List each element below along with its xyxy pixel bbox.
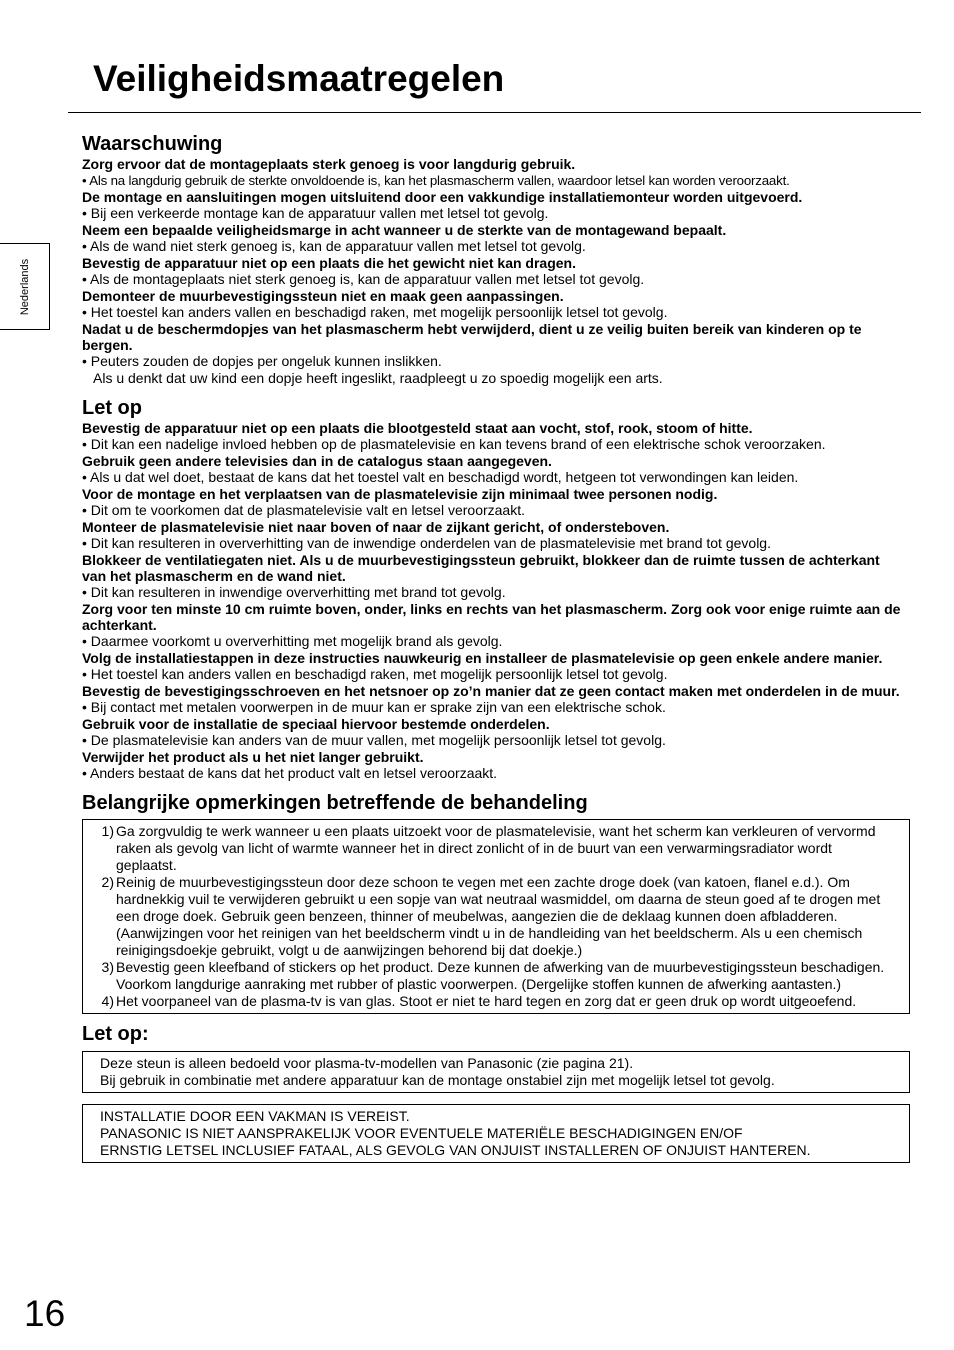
- caution-detail: • Dit kan resulteren in oververhitting van de inwendige onderdelen van de plasmatelevisie met brand tot gevolg.: [82, 535, 771, 551]
- page-content: [82, 132, 922, 1163]
- note-number: 2): [101, 874, 114, 890]
- warning-rule: Bevestig de apparatuur niet op een plaats die het gewicht niet kan dragen.: [82, 255, 576, 271]
- handling-section: [82, 791, 922, 1014]
- warning-rule: Neem een bepaalde veiligheidsmarge in acht wanneer u de sterkte van de montagewand bepaalt.: [82, 222, 727, 238]
- warning-detail: • Bij een verkeerde montage kan de apparatuur vallen met letsel tot gevolg.: [82, 205, 549, 221]
- warning-detail: • Als na langdurig gebruik de sterkte onvoldoende is, kan het plasmascherm vallen, waardoor letsel kan worden veroorzaakt.: [82, 173, 790, 188]
- caution-rule: Verwijder het product als u het niet langer gebruikt.: [82, 749, 424, 765]
- note-line: Bij gebruik in combinatie met andere apparatuur kan de montage onstabiel zijn met mogelijk letsel tot gevolg.: [100, 1072, 775, 1088]
- caution-detail: • Dit om te voorkomen dat de plasmatelevisie valt en letsel veroorzaakt.: [82, 502, 526, 518]
- caution-rule: Blokkeer de ventilatiegaten niet. Als u de muurbevestigingssteun gebruikt, blokkeer dan de ruimte tussen de achterkant van het plasmascherm en de wand niet.: [82, 552, 880, 584]
- caution-detail: • Daarmee voorkomt u oververhitting met mogelijk brand als gevolg.: [82, 633, 503, 649]
- handling-note: [83, 993, 909, 1010]
- caution-detail: • Dit kan resulteren in inwendige oververhitting met brand tot gevolg.: [82, 584, 506, 600]
- warning-detail: • Peuters zouden de dopjes per ongeluk kunnen inslikken.: [82, 353, 442, 369]
- warning-rule: De montage en aansluitingen mogen uitsluitend door een vakkundige installatiemonteur worden uitgevoerd.: [82, 189, 803, 205]
- note-text: Ga zorgvuldig te werk wanneer u een plaats uitzoekt voor de plasmatelevisie, want het scherm kan verkleuren of vervormd raken als gevolg van licht of warmte wanneer het in direct zonlicht of in de buurt van een verwarmingsradiator wordt geplaatst.: [116, 823, 876, 873]
- page-title: Veiligheidsmaatregelen: [93, 58, 505, 99]
- warning-section: [82, 132, 922, 387]
- caution-rule: Volg de installatiestappen in deze instructies nauwkeurig en installeer de plasmatelevisie op geen enkele andere manier.: [82, 650, 883, 666]
- note-text: [114, 874, 896, 959]
- caution-rule: Monteer de plasmatelevisie niet naar boven of naar de zijkant gericht, of ondersteboven.: [82, 519, 670, 535]
- caution-rule: Voor de montage en het verplaatsen van de plasmatelevisie zijn minimaal twee personen nodig.: [82, 486, 718, 502]
- warning-heading: Waarschuwing: [82, 133, 223, 155]
- caution-detail: • Als u dat wel doet, bestaat de kans dat het toestel valt en beschadigd wordt, hetgeen tot verwondingen kan leiden.: [82, 469, 799, 485]
- warning-rule: Nadat u de beschermdopjes van het plasmascherm hebt verwijderd, dient u ze veilig buiten bereik van kinderen op te bergen.: [82, 321, 862, 353]
- note-text-extra: (Aanwijzingen voor het reinigen van het beeldscherm vindt u in de handleiding van het beeldscherm. Als u een chemisch reinigingsdoekje gebruikt, volgt u de aanwijzingen behorend bij dat doekje.): [116, 925, 863, 958]
- installation-notice-box: [82, 1104, 910, 1163]
- note-box: [82, 1051, 910, 1093]
- note-text-main: Reinig de muurbevestigingssteun door deze schoon te vegen met een zachte droge doek (van katoen, flanel e.d.). Om hardnekkig vuil te verwijderen gebruikt u een sopje van wat neutraal wasmiddel, om daarna de steun goed af te drogen met een droge doek. Gebruik geen benzeen, thinner of meubelwas, aangezien die de deklaag kunnen doen afbladderen.: [116, 874, 881, 924]
- caution-detail: • Bij contact met metalen voorwerpen in de muur kan er sprake zijn van een elektrische schok.: [82, 699, 666, 715]
- language-tab: [0, 243, 50, 330]
- caution-rule: Gebruik voor de installatie de speciaal hiervoor bestemde onderdelen.: [82, 716, 550, 732]
- warning-detail: • Het toestel kan anders vallen en beschadigd raken, met mogelijk persoonlijk letsel tot gevolg.: [82, 304, 668, 320]
- note-number: 4): [101, 993, 114, 1009]
- note-number: 3): [101, 959, 114, 975]
- notice-line: PANASONIC IS NIET AANSPRAKELIJK VOOR EVENTUELE MATERIËLE BESCHADIGINGEN EN/OF: [100, 1125, 743, 1141]
- caution-rule: Gebruik geen andere televisies dan in de catalogus staan aangegeven.: [82, 453, 552, 469]
- caution-section: [82, 396, 922, 782]
- caution-rule: Zorg voor ten minste 10 cm ruimte boven, onder, links en rechts van het plasmascherm. Zorg ook voor enige ruimte aan de achterkant.: [82, 601, 901, 633]
- handling-notes-box: [82, 819, 910, 1014]
- handling-note: [83, 959, 909, 993]
- note-section: [82, 1022, 922, 1093]
- title-divider: [68, 112, 921, 113]
- warning-detail-continued: Als u denkt dat uw kind een dopje heeft ingeslikt, raadpleegt u zo spoedig mogelijk een arts.: [93, 370, 663, 386]
- note-line: Deze steun is alleen bedoeld voor plasma-tv-modellen van Panasonic (zie pagina 21).: [100, 1055, 634, 1071]
- caution-detail: • De plasmatelevisie kan anders van de muur vallen, met mogelijk persoonlijk letsel tot gevolg.: [82, 732, 666, 748]
- notice-line: ERNSTIG LETSEL INCLUSIEF FATAAL, ALS GEVOLG VAN ONJUIST INSTALLEREN OF ONJUIST HANTEREN.: [100, 1142, 811, 1158]
- page-number: 16: [24, 1293, 66, 1334]
- warning-rule: Demonteer de muurbevestigingssteun niet en maak geen aanpassingen.: [82, 288, 564, 304]
- caution-rule: Bevestig de apparatuur niet op een plaats die blootgesteld staat aan vocht, stof, rook, stoom of hitte.: [82, 420, 753, 436]
- caution-rule: Bevestig de bevestigingsschroeven en het netsnoer op zo’n manier dat ze geen contact maken met onderdelen in de muur.: [82, 683, 900, 699]
- handling-heading: Belangrijke opmerkingen betreffende de behandeling: [82, 792, 588, 814]
- handling-note: [83, 874, 909, 959]
- notice-line: INSTALLATIE DOOR EEN VAKMAN IS VEREIST.: [100, 1108, 410, 1124]
- caution-detail: • Het toestel kan anders vallen en beschadigd raken, met mogelijk persoonlijk letsel tot gevolg.: [82, 666, 668, 682]
- caution-detail: • Dit kan een nadelige invloed hebben op de plasmatelevisie en kan tevens brand of een elektrische schok veroorzaken.: [82, 436, 826, 452]
- caution-detail: • Anders bestaat de kans dat het product valt en letsel veroorzaakt.: [82, 765, 498, 781]
- handling-note: [83, 823, 909, 874]
- warning-detail: • Als de montageplaats niet sterk genoeg is, kan de apparatuur vallen met letsel tot gevolg.: [82, 271, 645, 287]
- warning-rule: Zorg ervoor dat de montageplaats sterk genoeg is voor langdurig gebruik.: [82, 156, 576, 172]
- note-number: 1): [101, 823, 114, 839]
- note-text: Het voorpaneel van de plasma-tv is van glas. Stoot er niet te hard tegen en zorg dat er geen druk op wordt uitgeoefend.: [116, 993, 857, 1009]
- note-text: Bevestig geen kleefband of stickers op het product. Deze kunnen de afwerking van de muurbevestigingssteun beschadigen. Voorkom langdurige aanraking met rubber of plastic voorwerpen. (Dergelijke stoffen kunnen de afwerking aantasten.): [116, 959, 885, 992]
- warning-detail: • Als de wand niet sterk genoeg is, kan de apparatuur vallen met letsel tot gevolg.: [82, 238, 586, 254]
- note-heading: Let op:: [82, 1023, 149, 1045]
- caution-heading: Let op: [82, 397, 142, 419]
- language-tab-label: Nederlands: [18, 258, 31, 315]
